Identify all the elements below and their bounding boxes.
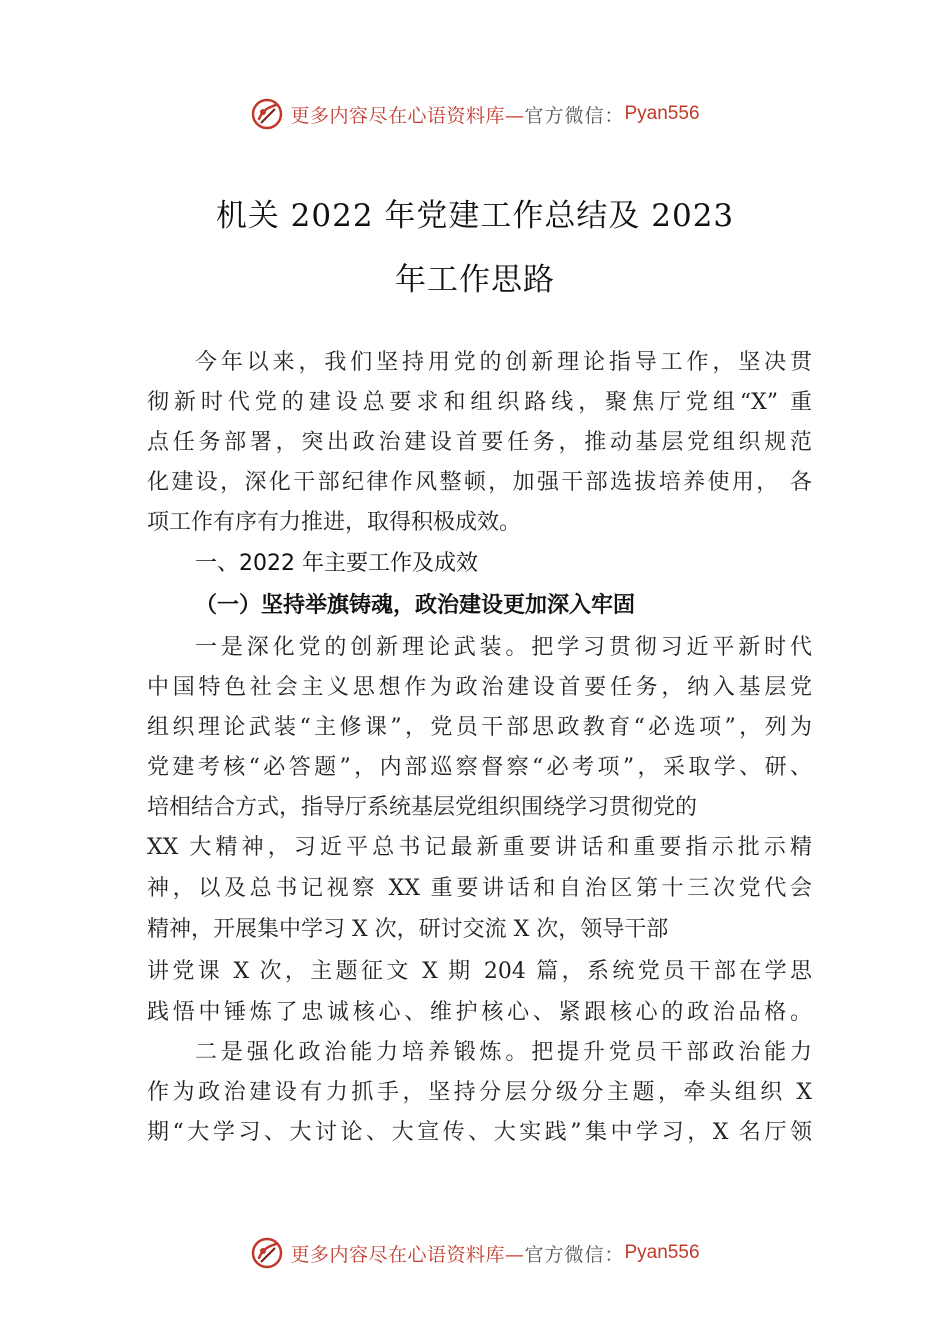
banner-text: 更多内容尽在心语资料库—: [290, 1243, 525, 1266]
document-title-line1: 机关 2022 年党建工作总结及 2023: [215, 198, 735, 234]
body-line: 项工作有序有力推进，取得积极成效。: [147, 510, 522, 535]
body-line: 中国特色社会主义思想作为政治建设首要任务，纳入基层党: [147, 675, 812, 700]
banner-label: 官方微信：: [524, 104, 625, 127]
body-line: XX 大精神，习近平总书记最新重要讲话和重要指示批示精: [147, 835, 812, 860]
body-line: 一是深化党的创新理论武装。把学习贯彻习近平新时代: [195, 635, 812, 660]
body-line: 化建设，深化干部纪律作风整顿，加强干部选拔培养使用， 各: [147, 470, 812, 495]
body-line: 今年以来，我们坚持用党的创新理论指导工作，坚决贯: [195, 350, 812, 375]
body-line: 作为政治建设有力抓手，坚持分层分级分主题，牵头组织 X: [147, 1080, 812, 1105]
body-line: 神，以及总书记视察 XX 重要讲话和自治区第十三次党代会: [147, 876, 812, 901]
body-line: 期“大学习、大讨论、大宣传、大实践”集中学习，X 名厅领: [147, 1120, 812, 1145]
body-line: 点任务部署，突出政治建设首要任务，推动基层党组织规范: [147, 430, 812, 455]
library-logo-icon: [250, 1236, 284, 1270]
document-title-line2: 年工作思路: [395, 262, 555, 298]
banner-label: 官方微信：: [524, 1243, 625, 1266]
body-line: 组织理论武装“主修课”，党员干部思政教育“必选项”，列为: [147, 715, 812, 740]
banner-wechat-id: Pyan556: [624, 103, 700, 124]
section-heading: 一、2022 年主要工作及成效: [195, 551, 478, 576]
watermark-banner-top: [0, 94, 950, 134]
subsection-heading: （一）坚持举旗铸魂，政治建设更加深入牢固: [195, 593, 636, 618]
banner-text: 更多内容尽在心语资料库—: [290, 104, 525, 127]
body-line: 讲党课 X 次，主题征文 X 期 204 篇，系统党员干部在学思: [147, 959, 812, 984]
body-line: 践悟中锤炼了忠诚核心、维护核心、紧跟核心的政治品格。: [147, 1000, 812, 1025]
body-line: 彻新时代党的建设总要求和组织路线，聚焦厅党组“X” 重: [147, 390, 812, 415]
watermark-banner-bottom: [0, 1233, 950, 1273]
library-logo-icon: [250, 97, 284, 131]
body-line: 党建考核“必答题”，内部巡察督察“必考项”，采取学、研、: [147, 755, 812, 780]
banner-wechat-id: Pyan556: [624, 1242, 700, 1263]
body-line: 培相结合方式，指导厅系统基层党组织围绕学习贯彻党的: [147, 795, 698, 820]
body-line: 二是强化政治能力培养锻炼。把提升党员干部政治能力: [195, 1040, 812, 1065]
body-line: 精神，开展集中学习 X 次，研讨交流 X 次，领导干部: [147, 917, 669, 942]
